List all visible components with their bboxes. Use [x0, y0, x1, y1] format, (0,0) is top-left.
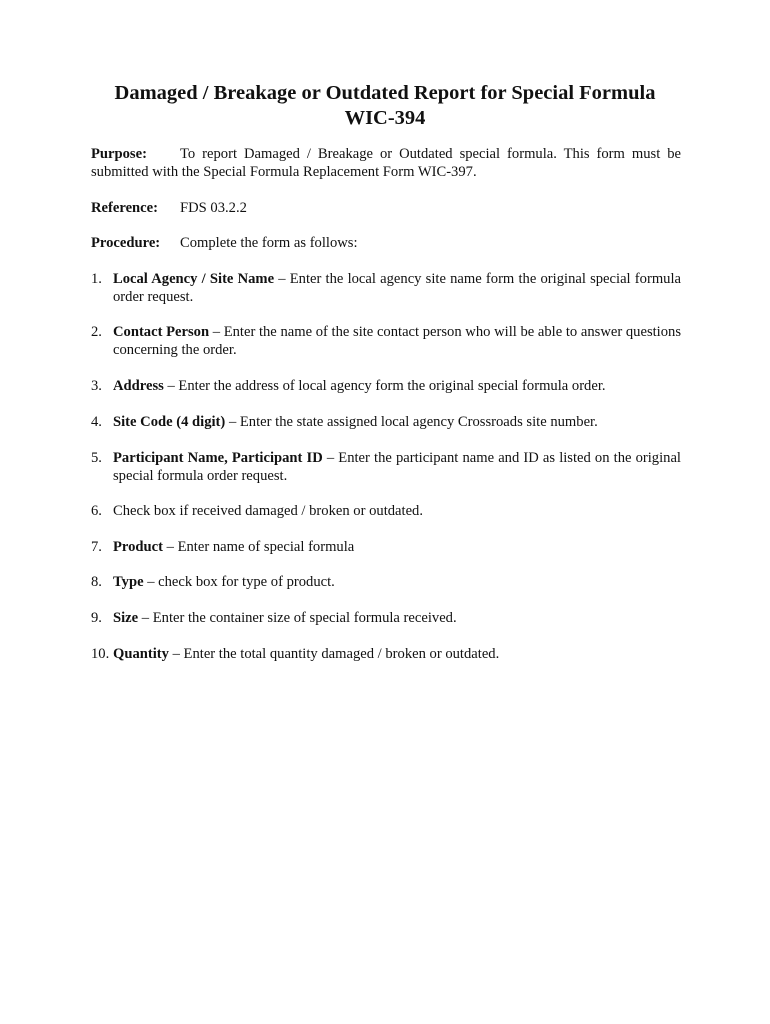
form-number: WIC-394	[344, 107, 426, 129]
list-item	[91, 573, 681, 591]
purpose-text: To report Damaged / Breakage or Outdated special formula. This form must be submitted with the Special Formula Replacement Form WIC-397.	[91, 146, 681, 180]
procedure-label: Procedure:	[91, 235, 161, 251]
list-item-number: 10.	[91, 646, 110, 662]
list-item-heading: Site Code (4 digit)	[113, 414, 226, 430]
list-item-text: – Enter the total quantity damaged / broken or outdated.	[168, 646, 500, 662]
list-item-text: – Enter the participant name and ID as listed on the original special formula order request.	[113, 450, 681, 484]
list-item-text: – Enter the state assigned local agency Crossroads site number.	[225, 414, 598, 430]
reference-label: Reference:	[91, 200, 158, 216]
list-item-heading: Type	[113, 574, 144, 590]
purpose-label: Purpose:	[91, 146, 147, 162]
list-item	[91, 323, 681, 359]
list-item-heading: Local Agency / Site Name	[113, 271, 275, 287]
list-item-text: – Enter the name of the site contact person who will be able to answer questions concerning the order.	[113, 324, 682, 358]
list-item-number: 7.	[91, 539, 102, 555]
list-item-number: 9.	[91, 610, 102, 626]
list-item-heading: Product	[113, 539, 163, 555]
document-title: Damaged / Breakage or Outdated Report for Special Formula	[114, 82, 656, 104]
list-item-number: 4.	[91, 414, 102, 430]
list-item	[91, 645, 681, 663]
list-item	[91, 413, 681, 431]
list-item-heading: Participant Name, Participant ID	[113, 450, 323, 466]
list-item	[91, 609, 681, 627]
list-item-text: – Enter the container size of special formula received.	[138, 610, 457, 626]
list-item	[91, 449, 681, 485]
reference-text: FDS 03.2.2	[180, 200, 247, 216]
list-item	[91, 377, 681, 395]
list-item-number: 8.	[91, 574, 102, 590]
list-item-heading: Contact Person	[113, 324, 210, 340]
list-item-number: 1.	[91, 271, 102, 287]
list-item	[91, 270, 681, 306]
list-item	[91, 538, 681, 556]
list-item-heading: Quantity	[113, 646, 169, 662]
procedure-text: Complete the form as follows:	[180, 235, 358, 251]
list-item-heading: Size	[113, 610, 139, 626]
procedure-section	[91, 234, 681, 252]
list-item-text: – Enter the local agency site name form the original special formula order request.	[113, 271, 681, 305]
purpose-section	[91, 145, 681, 181]
list-item-number: 3.	[91, 378, 102, 394]
list-item-heading: Address	[113, 378, 164, 394]
list-item-text: – check box for type of product.	[143, 574, 335, 590]
list-item-number: 6.	[91, 503, 102, 519]
reference-section	[91, 199, 681, 217]
list-item-text: Check box if received damaged / broken or outdated.	[113, 503, 424, 519]
list-item	[91, 502, 681, 520]
list-item-text: – Enter the address of local agency form the original special formula order.	[163, 378, 606, 394]
list-item-number: 2.	[91, 324, 102, 340]
list-item-text: – Enter name of special formula	[163, 539, 355, 555]
list-item-number: 5.	[91, 450, 102, 466]
